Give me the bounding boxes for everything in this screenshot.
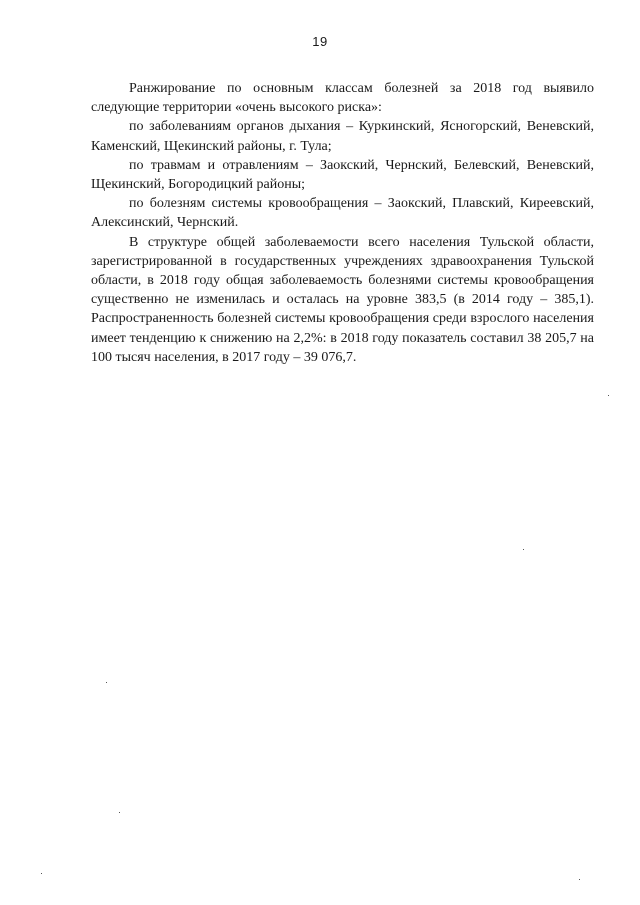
- scan-speck: [119, 812, 120, 813]
- page-number: 19: [312, 34, 328, 49]
- paragraph-respiratory: по заболеваниям органов дыхания – Куркинский, Ясногорский, Веневский, Каменский, Щекинский районы, г. Тула;: [91, 119, 594, 154]
- paragraph-circulatory: по болезням системы кровообращения – Заокский, Плавский, Киреевский, Алексинский, Чернский.: [91, 196, 594, 231]
- document-body: [91, 79, 594, 367]
- scan-speck: [106, 682, 107, 683]
- scan-speck: [41, 873, 42, 874]
- scan-speck: [579, 879, 580, 880]
- paragraph-morbidity-structure: В структуре общей заболеваемости всего населения Тульской области, зарегистрированной в государственных учреждениях здравоохранения Тульской области, в 2018 году общая заболеваемость болезнями системы кровообращения существенно не изменилась и осталась на уровне 383,5 (в 2014 году – 385,1). Распространенность болезней системы кровообращения среди взрослого населения имеет тенденцию к снижению на 2,2%: в 2018 году показатель составил 38 205,7 на 100 тысяч населения, в 2017 году – 39 076,7.: [91, 234, 594, 365]
- scan-speck: [523, 549, 524, 550]
- paragraph-injuries: по травмам и отравлениям – Заокский, Чернский, Белевский, Веневский, Щекинский, Богородицкий районы;: [91, 157, 594, 193]
- paragraph-risk-intro: Ранжирование по основным классам болезней за 2018 год выявило следующие территории «очень высокого риска»:: [91, 81, 594, 116]
- scan-speck: [608, 395, 609, 396]
